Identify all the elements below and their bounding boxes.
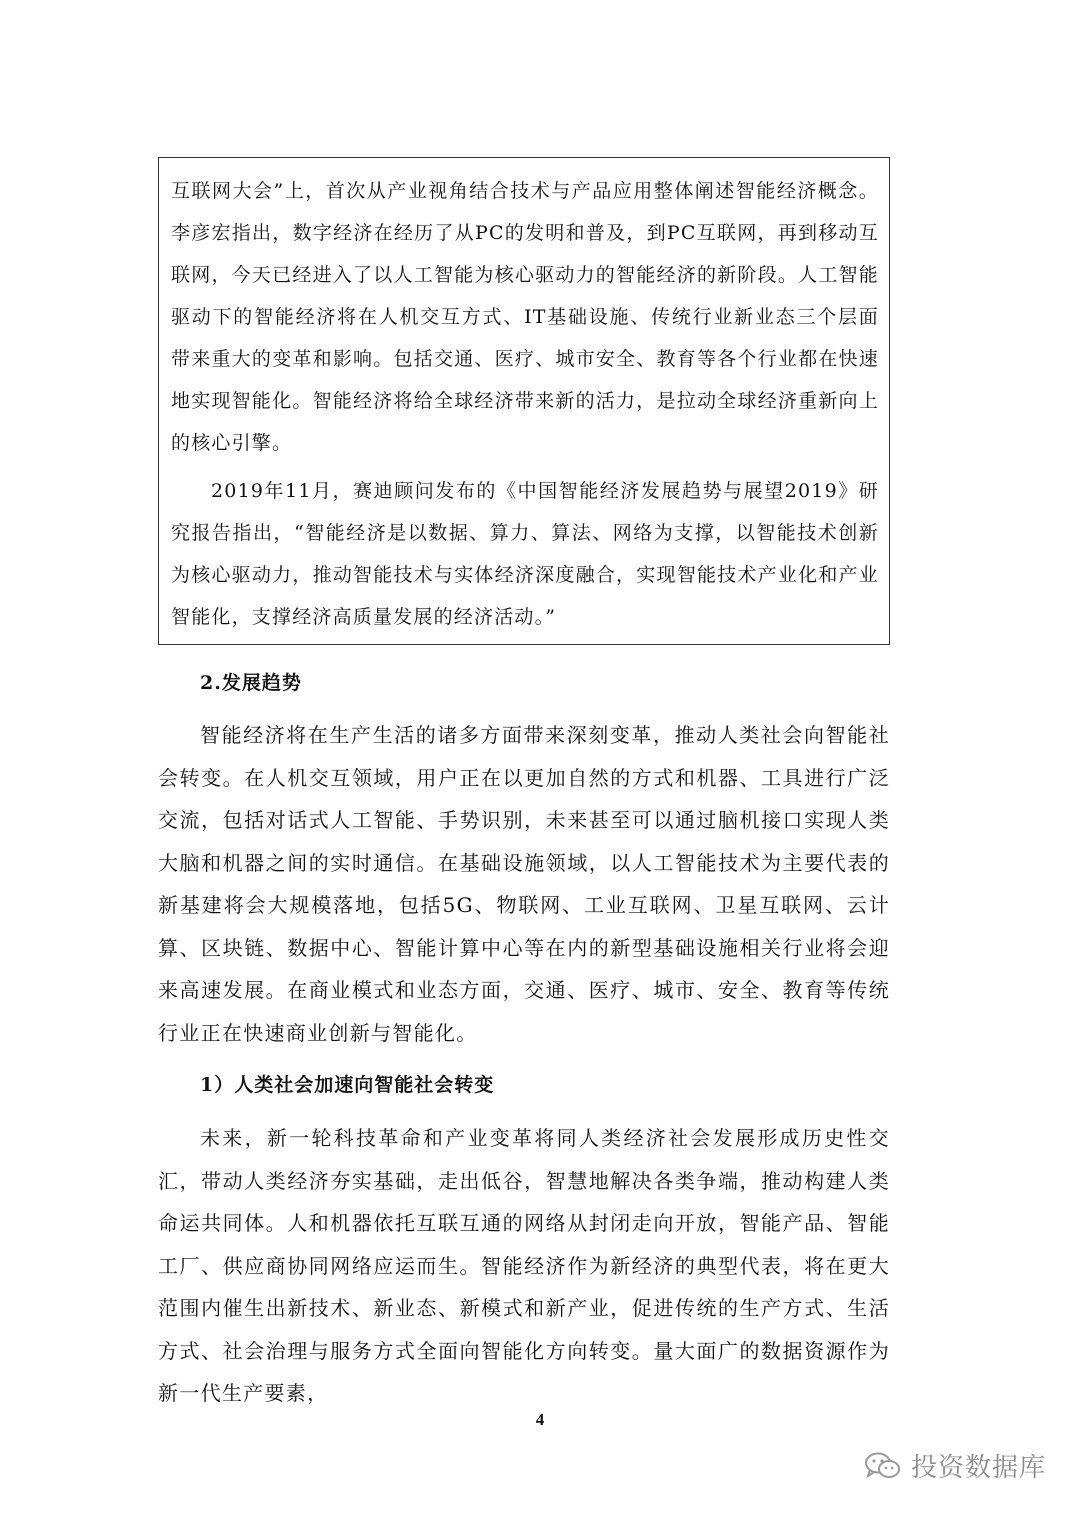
wechat-icon [863,1451,903,1481]
section-heading: 2.发展趋势 [200,672,302,694]
watermark-text: 投资数据库 [910,1452,1046,1482]
page-number: 4 [535,1410,545,1429]
watermark [863,1447,1046,1484]
quote-paragraph-2: 2019年11月，赛迪顾问发布的《中国智能经济发展趋势与展望2019》研究报告指出，“智能经济是以数据、算力、算法、网络为支撑，以智能技术创新为核心驱动力，推动智能技术与实体经济深度融合，实现智能技术产业化和产业智能化，支撑经济高质量发展的经济活动。” [171,480,879,628]
quote-box [158,157,890,645]
section-paragraph: 智能经济将在生产生活的诸多方面带来深刻变革，推动人类社会向智能社会转变。在人机交互领域，用户正在以更加自然的方式和机器、工具进行广泛交流，包括对话式人工智能、手势识别，未来甚至可以通过脑机接口实现人类大脑和机器之间的实时通信。在基础设施领域，以人工智能技术为主要代表的新基建将会大规模落地，包括5G、物联网、工业互联网、卫星互联网、云计算、区块链、数据中心、智能计算中心等在内的新型基础设施相关行业将会迎来高速发展。在商业模式和业态方面，交通、医疗、城市、安全、教育等传统行业正在快速商业创新与智能化。 [158,723,890,1045]
subsection-paragraph: 未来，新一轮科技革命和产业变革将同人类经济社会发展形成历史性交汇，带动人类经济夯实基础，走出低谷，智慧地解决各类争端，推动构建人类命运共同体。人和机器依托互联互通的网络从封闭走向开放，智能产品、智能工厂、供应商协同网络应运而生。智能经济作为新经济的典型代表，将在更大范围内催生出新技术、新业态、新模式和新产业，促进传统的生产方式、生活方式、社会治理与服务方式全面向智能化方向转变。量大面广的数据资源作为新一代生产要素， [158,1126,890,1405]
quote-paragraph-1: 互联网大会”上，首次从产业视角结合技术与产品应用整体阐述智能经济概念。李彦宏指出，数字经济在经历了从PC的发明和普及，到PC互联网，再到移动互联网，今天已经进入了以人工智能为核心驱动力的智能经济的新阶段。人工智能驱动下的智能经济将在人机交互方式、IT基础设施、传统行业新业态三个层面带来重大的变革和影响。包括交通、医疗、城市安全、教育等各个行业都在快速地实现智能化。智能经济将给全球经济带来新的活力，是拉动全球经济重新向上的核心引擎。 [171,180,879,454]
subsection-heading: 1）人类社会加速向智能社会转变 [200,1074,495,1096]
